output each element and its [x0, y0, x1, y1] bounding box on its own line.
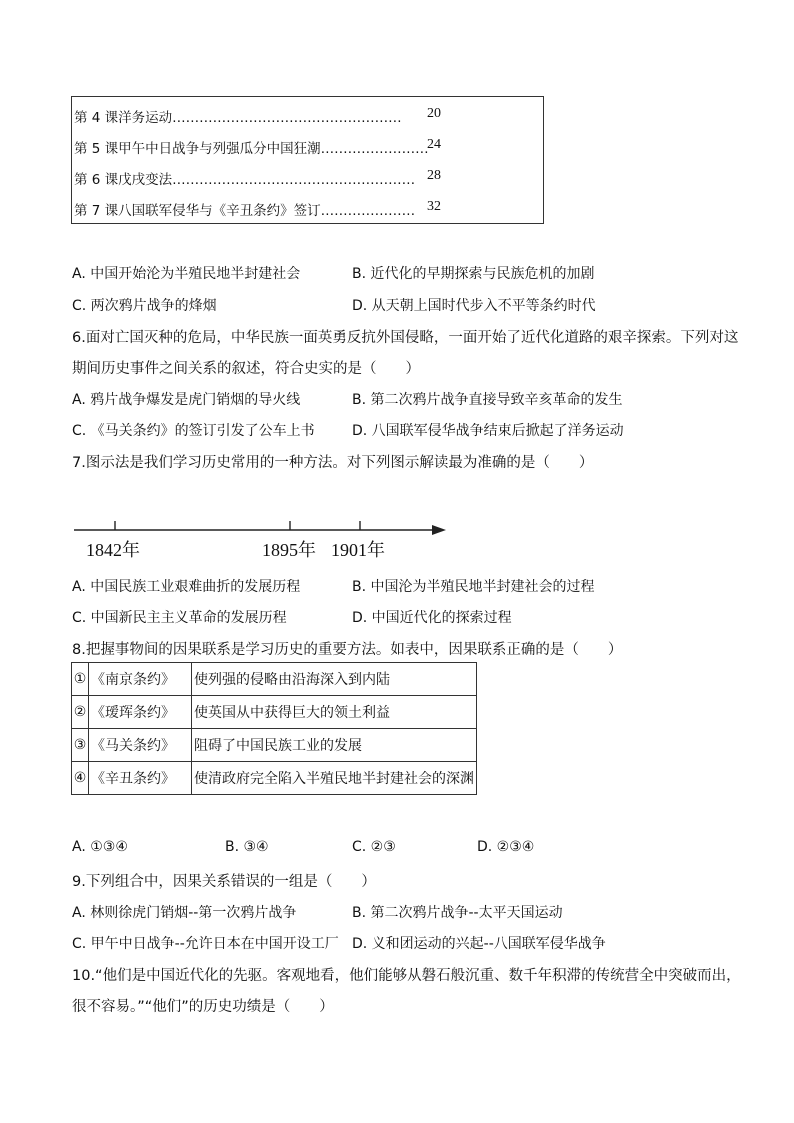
option-a: A. 鸦片战争爆发是虎门销烟的导火线	[72, 392, 301, 408]
option-c: C. 两次鸦片战争的烽烟	[72, 298, 217, 314]
option-d: D. 义和团运动的兴起--八国联军侵华战争	[352, 936, 606, 952]
question-6-stem-cont: 期间历史事件之间关系的叙述，符合史实的是（ ）	[72, 361, 420, 377]
option-a: A. 中国开始沦为半殖民地半封建社会	[72, 266, 301, 282]
option-d: D. 八国联军侵华战争结束后掀起了洋务运动	[352, 423, 624, 439]
option-b: B. ③④	[225, 839, 269, 855]
toc-entry-label: 第 6 课戊戌变法………………………………………………	[74, 172, 416, 188]
treaty-cell: 《辛丑条约》	[89, 762, 192, 795]
option-d: D. 中国近代化的探索过程	[352, 610, 512, 626]
table-of-contents	[71, 96, 544, 224]
option-c: C. 中国新民主主义革命的发展历程	[72, 610, 287, 626]
option-a: A. ①③④	[72, 839, 128, 855]
toc-entry-page: 24	[427, 137, 441, 152]
question-8-stem: 8.把握事物间的因果联系是学习历史的重要方法。如表中，因果联系正确的是（ ）	[72, 642, 623, 658]
effect-cell: 使英国从中获得巨大的领土利益	[192, 696, 477, 729]
question-10-stem: 10.“他们是中国近代化的先驱。客观地看，他们能够从磐石般沉重、数千年积滞的传统营全中突破而出，	[72, 968, 741, 984]
row-number: ①	[72, 663, 89, 696]
toc-entry-label: 第 5 课甲午中日战争与列强瓜分中国狂潮……………………	[74, 141, 429, 157]
effect-cell: 使清政府完全陷入半殖民地半封建社会的深渊	[192, 762, 477, 795]
question-10-stem-cont: 很不容易。”“他们”的历史功绩是（ ）	[72, 999, 334, 1015]
table-row	[72, 762, 477, 795]
table-row	[72, 696, 477, 729]
toc-entry-page: 28	[427, 168, 441, 183]
effect-cell: 使列强的侵略由沿海深入到内陆	[192, 663, 477, 696]
toc-entry-label: 第 7 课八国联军侵华与《辛丑条约》签订…………………	[74, 203, 416, 219]
effect-cell: 阻碍了中国民族工业的发展	[192, 729, 477, 762]
table-row	[72, 729, 477, 762]
row-number: ③	[72, 729, 89, 762]
timeline-year: 1842年	[86, 540, 140, 560]
arrow-right-icon	[432, 525, 446, 535]
question-6-stem: 6.面对亡国灭种的危局，中华民族一面英勇反抗外国侵略，一面开始了近代化道路的艰辛探索。下列对这	[72, 330, 739, 346]
option-c: C. 《马关条约》的签订引发了公车上书	[72, 423, 315, 439]
option-c: C. 甲午中日战争--允许日本在中国开设工厂	[72, 936, 339, 952]
option-a: A. 林则徐虎门销烟--第一次鸦片战争	[72, 905, 297, 921]
option-d: D. 从天朝上国时代步入不平等条约时代	[352, 298, 596, 314]
treaty-cell: 《瑷珲条约》	[89, 696, 192, 729]
toc-entry-label: 第 4 课洋务运动……………………………………………	[74, 110, 402, 126]
option-b: B. 第二次鸦片战争--太平天国运动	[352, 905, 563, 921]
toc-entry-page: 32	[427, 199, 441, 214]
treaty-cell: 《南京条约》	[89, 663, 192, 696]
option-b: B. 第二次鸦片战争直接导致辛亥革命的发生	[352, 392, 623, 408]
table-row	[72, 663, 477, 696]
toc-entry-page: 20	[427, 106, 441, 121]
timeline-year: 1895年	[262, 540, 316, 560]
question-9-stem: 9.下列组合中，因果关系错误的一组是（ ）	[72, 874, 376, 890]
row-number: ④	[72, 762, 89, 795]
option-c: C. ②③	[352, 839, 396, 855]
option-d: D. ②③④	[477, 839, 535, 855]
option-a: A. 中国民族工业艰难曲折的发展历程	[72, 579, 301, 595]
timeline-year: 1901年	[331, 540, 385, 560]
question-7-stem: 7.图示法是我们学习历史常用的一种方法。对下列图示解读最为准确的是（ ）	[72, 455, 594, 471]
cause-effect-table	[71, 662, 477, 795]
treaty-cell: 《马关条约》	[89, 729, 192, 762]
option-b: B. 中国沦为半殖民地半封建社会的过程	[352, 579, 595, 595]
option-b: B. 近代化的早期探索与民族危机的加剧	[352, 266, 595, 282]
row-number: ②	[72, 696, 89, 729]
